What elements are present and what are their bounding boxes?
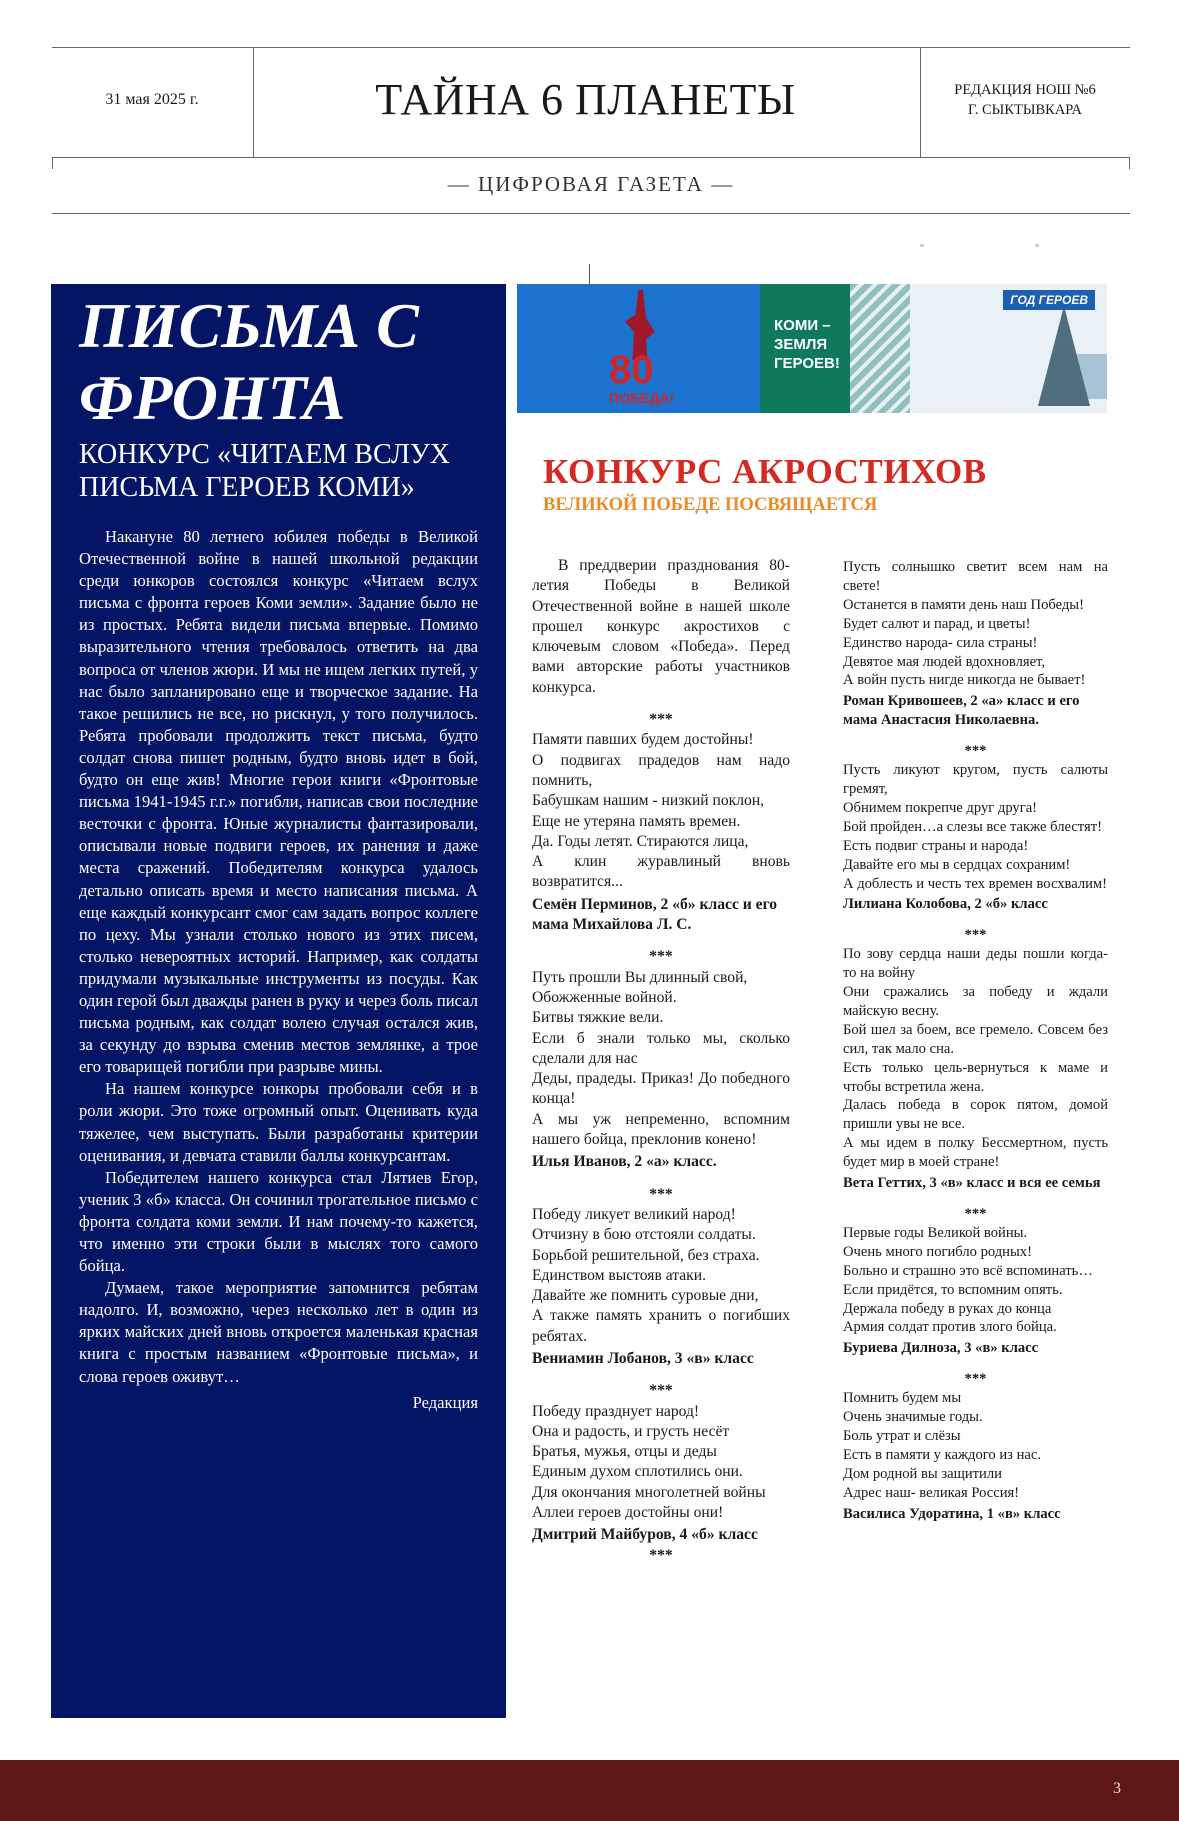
poem-line: Памяти павших будем достойны! (532, 731, 754, 749)
feature-title: ПИСЬМА С ФРОНТА (79, 290, 419, 433)
masthead-tick (1129, 157, 1130, 169)
poem-line: Боль утрат и слёзы (843, 1427, 961, 1444)
poem-line: Бой шел за боем, все гремело. Совсем без сил, так мало сна. (843, 1021, 1108, 1057)
poem-line: Единым духом сплотились они. (532, 1463, 743, 1481)
poem-line: Давайте его мы в сердцах сохраним! (843, 856, 1071, 873)
poem-line: Да. Годы летят. Стираются лица, (532, 832, 749, 850)
feature-paragraph: Победителем нашего конкурса стал Лятиев Егор, ученик 3 «б» класса. Он сочинил трогательное письмо с фронта солдата коми земли. И нам почему-то кажется, что именно эти строки были в мыслях того самого бойца. (79, 1167, 478, 1276)
poem-author: Семён Перминов, 2 «б» класс и его мама Михайлова Л. С. (532, 895, 778, 934)
feature-subtitle: КОНКУРС «ЧИТАЕМ ВСЛУХ ПИСЬМА ГЕРОЕВ КОМИ» (79, 439, 450, 503)
victory-80-poster (517, 284, 760, 413)
poem-line: Бой пройден…а слезы все также блестят! (843, 818, 1102, 835)
poem-line: Держала победу в руках до конца (843, 1300, 1052, 1317)
poem-line: Битвы тяжкие вели. (532, 1009, 664, 1027)
poem-line: А доблесть и честь тех времен восхвалим! (843, 875, 1108, 892)
newspaper-subtitle: — ЦИФРОВАЯ ГАЗЕТА — (447, 172, 735, 196)
poem-line: Первые годы Великой войны. (843, 1224, 1028, 1241)
masthead-bottom-rule (52, 213, 1130, 214)
poem-author: Лилиана Колобова, 2 «б» класс (843, 896, 1048, 913)
poem-line: Армия солдат против злого бойца. (843, 1319, 1057, 1336)
poem-line: Аллеи героев достойны они! (532, 1504, 724, 1522)
poem-separator: *** (649, 711, 673, 729)
ornament-pattern (850, 284, 910, 413)
poem-author: Василиса Удоратина, 1 «в» класс (843, 1505, 1061, 1522)
poem-line: Она и радость, и грусть несёт (532, 1422, 730, 1440)
poem-line: Есть только цель-вернуться к маме и чтобы встретила жена. (843, 1059, 1108, 1095)
poem-line: А также память хранить о погибших ребятах. (532, 1307, 790, 1345)
poem-line: Далась победа в сорок пятом, домой пришли увы не все. (843, 1097, 1108, 1133)
victory-banner-image (517, 284, 1107, 413)
poem-line: Единством выстояв атаки. (532, 1266, 706, 1284)
poem-line: Помнить будем мы (843, 1390, 962, 1407)
poem-line: Еще не утеряна память времен. (532, 812, 741, 830)
contest-intro: В преддверии празднования 80- летия Победы в Великой Отечественной войне в нашей школе прошел конкурс акростихов с ключевым словом «Победа». Перед вами авторские работы участников конкурса. (532, 557, 790, 696)
poem-line: Очень значимые годы. (843, 1409, 983, 1426)
poem-line: А мы идем в полку Бессмертном, пусть будет мир в моей стране! (843, 1135, 1108, 1171)
poem-line: Если придётся, то вспомним опять. (843, 1281, 1063, 1298)
masthead-top-rule (52, 47, 1130, 48)
masthead-tick (52, 157, 53, 169)
feature-paragraph: Накануне 80 летнего юбилея победы в Великой Отечественной войне в нашей школьной редакции среди юнкоров состоялся конкурс «Читаем вслух письма с фронта героев Коми земли». Задание было не из простых. Ребята видели письма впервые. Помимо выразительного чтения требовалось ответить на два вопроса от членов жюри. И мы не ищем легких путей, у нас было запланировано еще и творческое задание. На такое решились не все, но рискнул, у того получилось. Ребята пробовали продолжить текст письма, будто солдат снова пишет родным, будто вновь идет в бой, будто он еще жив! Многие герои книги «Фронтовые письма 1941-1945 г.г.» погибли, написав свои последние весточки с фронта. Юные журналисты фантазировали, описывали новые подвиги героев, их ранения и даже места сражений. Победителям конкурса удалось детально описать время и место написания письма. А еще каждый конкурсант смог сам задать вопрос коллеге по цеху. Мы узнали столько нового из этих писем, столько невероятных историй. Например, как солдаты придумали музыкальные инструменты из посуды. Как один герой был дважды ранен в руку и через боль писал письма родным, как солдат волею случая остался жив, за секунду до взрыва сменив местов землянке, а трое его товарищей погибли при разрыве мины. (79, 527, 478, 1077)
poem-line: Бабушкам нашим - низкий поклон, (532, 792, 765, 810)
poem-line: Единство народа- сила страны! (843, 634, 1038, 651)
poem-line: А войн пусть нигде никогда не бывает! (843, 672, 1086, 689)
poem-separator: *** (649, 1185, 673, 1203)
poem-line: Останется в памяти день наш Победы! (843, 596, 1084, 613)
poem-line: Адрес наш- великая Россия! (843, 1484, 1020, 1501)
redaction-info (920, 80, 1130, 120)
poem-line: Борьбой решительной, без страха. (532, 1246, 760, 1264)
poem-author: Дмитрий Майбуров, 4 «б» класс (532, 1526, 758, 1544)
victory-pobeda-label: ПОБЕДА! (609, 390, 675, 406)
poem-line: Будет салют и парад, и цветы! (843, 615, 1031, 632)
feature-body (79, 526, 478, 1414)
poem-separator: *** (964, 927, 987, 944)
poem-line: Путь прошли Вы длинный свой, (532, 968, 748, 986)
feature-signature: Редакция (412, 1392, 478, 1412)
poem-line: Очень много погибло родных! (843, 1243, 1032, 1260)
poem-line: Победу ликует великий народ! (532, 1205, 736, 1223)
feature-paragraph: Думаем, такое мероприятие запомнится ребятам надолго. И, возможно, через несколько лет в один из ярких майских дней вновь откроется маленькая красная книга с простым названием «Фронтовые письма», и слова героев оживут… (79, 1278, 478, 1386)
poem-author: Илья Иванов, 2 «а» класс. (532, 1153, 717, 1171)
newspaper-title: ТАЙНА 6 ПЛАНЕТЫ (375, 75, 796, 124)
poem-line: Давайте же помнить суровые дни, (532, 1287, 759, 1305)
decorative-dot (920, 244, 924, 247)
poem-author: Вениамин Лобанов, 3 «в» класс (532, 1349, 754, 1367)
masthead-middle-rule (52, 157, 1130, 158)
poem-line: Есть подвиг страны и народа! (843, 837, 1029, 854)
redaction-line: РЕДАКЦИЯ НОШ №6 (954, 82, 1096, 98)
poem-line: А клин журавлиный вновь возвратится... (532, 853, 790, 891)
poem-line: Больно и страшно это всё вспоминать… (843, 1262, 1093, 1279)
decorative-dot (1035, 244, 1039, 247)
poem-separator: *** (964, 1371, 987, 1388)
poem-line: Братья, мужья, отцы и деды (532, 1443, 717, 1461)
komi-green-block (760, 284, 850, 413)
poem-line: Отчизну в бою отстояли солдаты. (532, 1226, 756, 1244)
contest-title: КОНКУРС АКРОСТИХОВ (543, 452, 987, 491)
feature-panel (51, 284, 506, 1718)
poem-line: Победу празднует народ! (532, 1402, 700, 1420)
poem-line: По зову сердца наши деды пошли когда-то на войну (843, 946, 1108, 982)
poem-author: Буриева Дилноза, 3 «в» класс (843, 1340, 1039, 1357)
page-number: 3 (1113, 1780, 1121, 1797)
contest-subtitle: ВЕЛИКОЙ ПОБЕДЕ ПОСВЯЩАЕТСЯ (543, 495, 878, 515)
poem-separator: *** (649, 948, 673, 966)
victory-80-label: 80 (609, 348, 654, 392)
poem-line: Они сражались за победу и ждали майскую весну. (843, 984, 1108, 1019)
year-of-heroes-badge: ГОД ГЕРОЕВ (1003, 290, 1095, 310)
issue-date: 31 мая 2025 г. (105, 91, 199, 108)
redaction-line: Г. СЫКТЫВКАРА (968, 102, 1082, 118)
poem-line: Для окончания многолетней войны (532, 1483, 766, 1501)
poem-list (843, 558, 1108, 1524)
poem-list (532, 710, 790, 1566)
komi-heroes-text: КОМИ – ЗЕМЛЯ ГЕРОЕВ! (774, 317, 840, 372)
poem-line: Девятое мая людей вдохновляет, (843, 653, 1045, 670)
footer-bar (0, 1760, 1179, 1821)
poem-line: Есть в памяти у каждого из нас. (843, 1446, 1041, 1463)
poem-line: А мы уж непременно, вспомним нашего бойца, преклонив конено! (532, 1110, 790, 1149)
poem-separator: *** (649, 1382, 673, 1400)
poem-line: Обожженные войной. (532, 988, 677, 1006)
poem-line: Пусть солнышко светит всем нам на свете! (843, 559, 1108, 594)
poem-line: Деды, прадеды. Приказ! До победного конца! (532, 1070, 790, 1108)
poem-line: Обнимем покрепче друг друга! (843, 799, 1038, 816)
poems-column-1 (532, 556, 790, 1566)
poem-separator: *** (964, 1206, 987, 1222)
poem-line: Если б знали только мы, сколько сделали для нас (532, 1029, 790, 1067)
poem-author: Вета Геттих, 3 «в» класс и вся ее семья (843, 1175, 1101, 1192)
poem-line: Дом родной вы защитили (843, 1465, 1002, 1482)
poem-line: Пусть ликуют кругом, пусть салюты гремят, (843, 762, 1108, 797)
poems-column-2 (843, 558, 1108, 1524)
poem-separator: *** (649, 1546, 673, 1564)
poem-separator: *** (964, 743, 987, 760)
column-stub-rule (589, 264, 590, 284)
feature-paragraph: На нашем конкурсе юнкоры пробовали себя и в роли жюри. Это тоже огромный опыт. Оценивать куда тяжелее, чем выступать. Были разработаны критерии оценивания, и девчата ставили баллы конкурсантам. (79, 1079, 478, 1165)
komi-heroes-poster (760, 284, 1107, 413)
poem-line: О подвигах прадедов нам надо помнить, (532, 751, 790, 789)
poem-author: Роман Кривошеев, 2 «а» класс и его мама Анастасия Николаевна. (843, 693, 1080, 729)
